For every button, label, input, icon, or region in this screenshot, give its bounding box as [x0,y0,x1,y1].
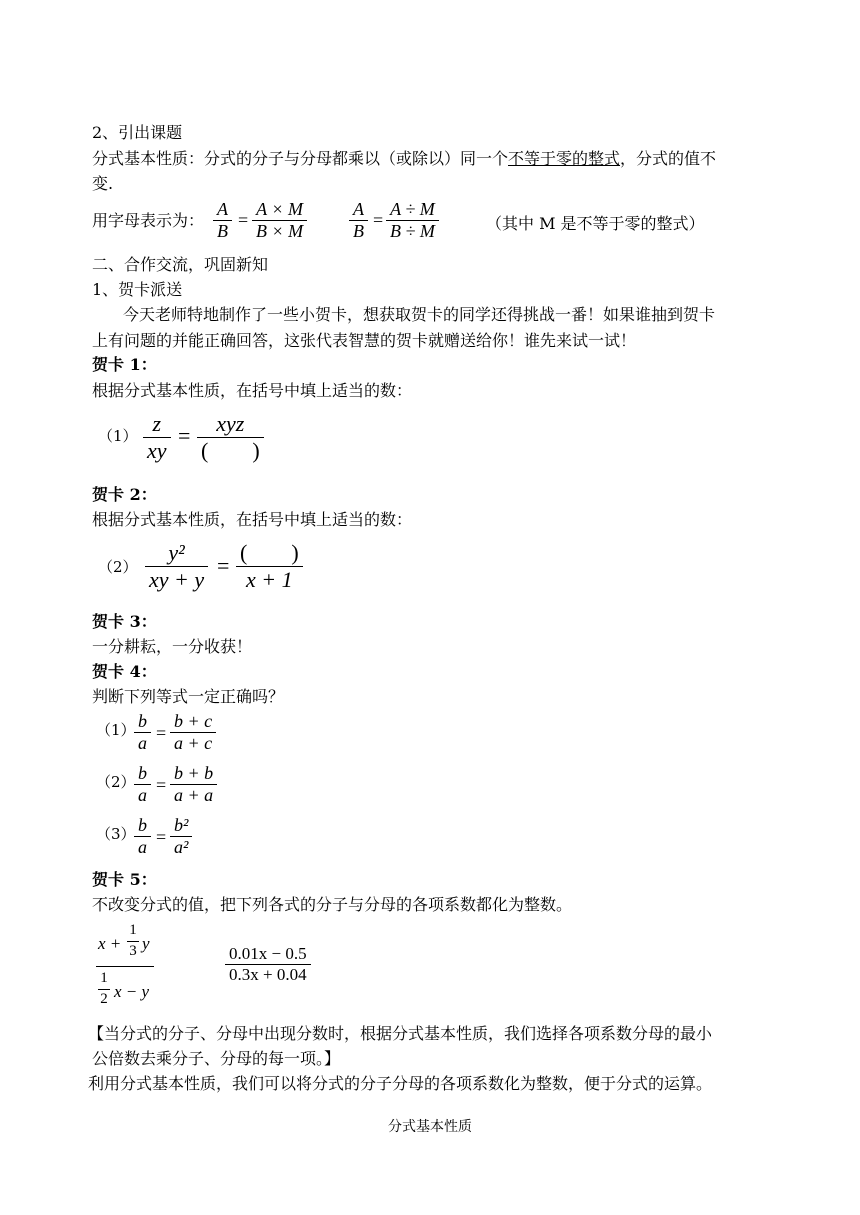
numerator: A ÷ M [390,199,435,219]
numerator: y² [168,540,185,565]
numerator: b [138,711,147,731]
subsection-title: 1、贺卡派送 [92,280,183,299]
equals-sign: = [156,827,167,847]
card-4-item-label: （2） [96,773,136,791]
formula-1-left [213,199,232,242]
small-numerator: 1 [129,922,137,938]
numerator: b² [174,815,189,835]
equals-sign: = [373,210,384,230]
card-4-item-left [134,815,151,858]
page-footer: 分式基本性质 [388,1119,472,1135]
numerator: A × M [256,199,303,219]
card-4-item-right [170,763,217,806]
small-denominator: 3 [129,943,137,959]
card-2-text: 根据分式基本性质，在括号中填上适当的数： [92,510,413,529]
denominator-part: x − y [114,982,150,1001]
card-5-title: 贺卡 5： [92,870,157,889]
equals-sign: = [178,423,191,448]
small-numerator: 1 [100,970,108,986]
card-1-text: 根据分式基本性质，在括号中填上适当的数： [92,381,413,400]
numerator: b + c [174,711,213,731]
card-5-text: 不改变分式的值，把下列各式的分子与分母的各项系数都化为整数。 [92,895,573,914]
small-denominator: 2 [100,991,108,1007]
denominator: B [353,221,364,241]
denominator: xy [147,438,167,463]
intro-line-2: 上有问题的并能正确回答，这张代表智慧的贺卡就赠送给你！谁先来试一试！ [92,331,637,350]
part-title: 二、合作交流，巩固新知 [92,255,269,274]
card-3-text: 一分耕耘，一分收获！ [92,637,253,656]
equals-sign: = [217,553,230,578]
card-5-expression-2 [225,944,311,985]
card-2-title: 贺卡 2： [92,485,157,504]
numerator: z [152,411,162,436]
denominator: a + c [174,733,213,753]
formula-2-left [349,199,368,242]
formula-1-right [252,199,307,242]
card-4-item-right [170,815,192,858]
card-1-right-fraction [197,411,264,464]
numerator: A [353,199,364,219]
letter-label: 用字母表示为： [92,211,205,230]
formula-2-right [386,199,439,242]
blank-parentheses[interactable]: ( ) [201,438,260,463]
numerator: b + b [174,763,214,783]
card-4-title: 贺卡 4： [92,662,157,681]
card-2-right-fraction [236,540,303,593]
card-2-label: （2） [98,558,138,576]
denominator: B [217,221,228,241]
numerator-part: y [142,934,150,953]
numerator: b [138,815,147,835]
denominator: a² [174,837,189,857]
denominator: a [138,837,147,857]
property-line-1 [92,149,716,169]
card-4-item-left [134,763,151,806]
card-4-text: 判断下列等式一定正确吗？ [92,687,285,706]
bracket-note-line-2: 公倍数去乘分子、分母的每一项。】 [92,1049,341,1068]
equals-sign: = [156,723,167,743]
denominator: xy + y [149,567,205,592]
intro-line-1: 今天老师特地制作了一些小贺卡，想获取贺卡的同学还得挑战一番！如果谁抽到贺卡 [123,305,716,324]
property-underlined: 不等于零的整式 [508,149,621,168]
denominator: a + a [174,785,214,805]
property-line-2: 变. [92,174,114,193]
property-text-a: 分式基本性质：分式的分子与分母都乘以（或除以）同一个 [92,149,509,168]
formula-note: （其中 M 是不等于零的整式） [486,214,705,233]
card-5-expression-1 [96,922,156,1010]
card-4-item-right [170,711,216,754]
equals-sign: = [156,775,167,795]
card-4-item-left [134,711,151,754]
numerator: A [217,199,228,219]
equals-sign: = [238,210,249,230]
card-1-left-fraction [143,411,171,464]
numerator-part: x + [98,934,122,953]
bracket-note-line-1: 【当分式的分子、分母中出现分数时，根据分式基本性质，我们选择各项系数分母的最小 [88,1024,713,1043]
denominator: B × M [256,221,304,241]
card-2-left-fraction [145,540,208,593]
denominator: a [138,785,147,805]
card-1-label: （1） [98,427,138,445]
card-4-item-label: （1） [96,721,136,739]
denominator: x + 1 [246,567,293,592]
blank-parentheses[interactable]: ( ) [240,540,299,565]
denominator: a [138,733,147,753]
numerator: xyz [216,411,245,436]
denominator: B ÷ M [390,221,435,241]
card-3-title: 贺卡 3： [92,612,157,631]
card-1-title: 贺卡 1： [92,355,157,374]
numerator: b [138,763,147,783]
denominator: 0.3x + 0.04 [229,965,307,984]
summary-text: 利用分式基本性质，我们可以将分式的分子分母的各项系数化为整数，便于分式的运算。 [88,1074,713,1093]
numerator: 0.01x − 0.5 [229,944,307,963]
card-4-item-label: （3） [96,825,136,843]
section-title: 2、引出课题 [92,123,183,142]
property-text-b: ，分式的值不 [620,149,717,168]
